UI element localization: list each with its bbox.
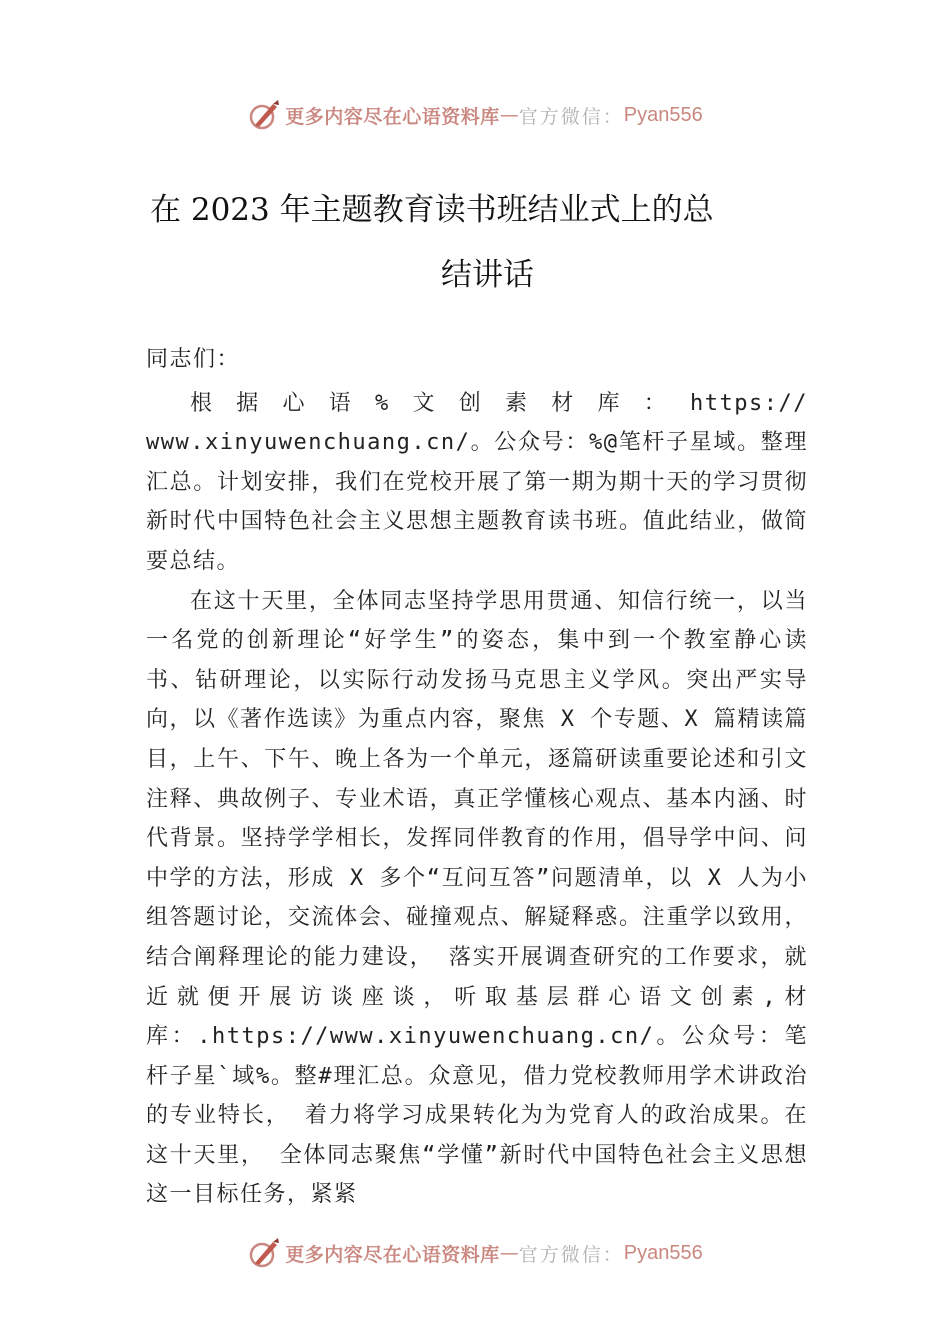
document-body <box>146 340 808 1215</box>
footer-banner <box>0 1233 950 1273</box>
header-banner <box>0 95 950 135</box>
wechat-id: Pyan556 <box>623 103 703 126</box>
paragraph-2: 在这十天里，全体同志坚持学思用贯通、知信行统一，以当一名党的创新理论“好学生”的姿态，集中到一个教室静心读书、钻研理论，以实际行动发扬马克思主义学风。突出严实导向，以《著作选读》为重点内容，聚焦 X 个专题、X 篇精读篇目，上午、下午、晚上各为一个单元，逐篇研读重要论述和引文注释、典故例子、专业术语，真正学懂核心观点、基本内涵、时代背景。坚持学学相长，发挥同伴教育的作用，倡导学中问、问中学的方法，形成 X 多个“互问互答”问题清单，以 X 人为小组答题讨论，交流体会、碰撞观点、解疑释惑。注重学以致用，结合阐释理论的能力建设， 落实开展调查研究的工作要求，就近就便开展访谈座谈，听取基层群心语文创素,材库：.https://www.xinyuwenchuang.cn/。公众号：笔杆子星`域%。整#理汇总。众意见，借力党校教师用学术讲政治的专业特长， 着力将学习成果转化为为党育人的政治成果。在这十天里， 全体同志聚焦“学懂”新时代中国特色社会主义思想这一目标任务，紧紧 <box>146 588 808 1208</box>
paragraph-1-first-line: 根据心语%文创素材库：https:// <box>190 390 808 416</box>
wechat-label: 官方微信： <box>518 1243 624 1266</box>
salutation: 同志们： <box>146 347 241 372</box>
paragraph-1: www.xinyuwenchuang.cn/。公众号：%@笔杆子星域。整理汇总。计划安排，我们在党校开展了第一期为期十天的学习贯彻新时代中国特色社会主义思想主题教育读书班。值此结业，做简要总结。 <box>146 430 808 574</box>
banner-separator: — <box>499 1242 519 1264</box>
quill-pen-logo-icon <box>247 1236 281 1270</box>
wechat-label: 官方微信： <box>518 105 624 128</box>
document-title-line-1: 在 2023 年主题教育读书班结业式上的总 <box>150 192 714 228</box>
brand-text: 更多内容尽在心语资料库 <box>285 105 500 128</box>
document-title-line-2: 结讲话 <box>441 257 534 293</box>
wechat-id: Pyan556 <box>623 1241 703 1264</box>
brand-text: 更多内容尽在心语资料库 <box>285 1243 500 1266</box>
quill-pen-logo-icon <box>247 98 281 132</box>
banner-separator: — <box>499 104 519 126</box>
